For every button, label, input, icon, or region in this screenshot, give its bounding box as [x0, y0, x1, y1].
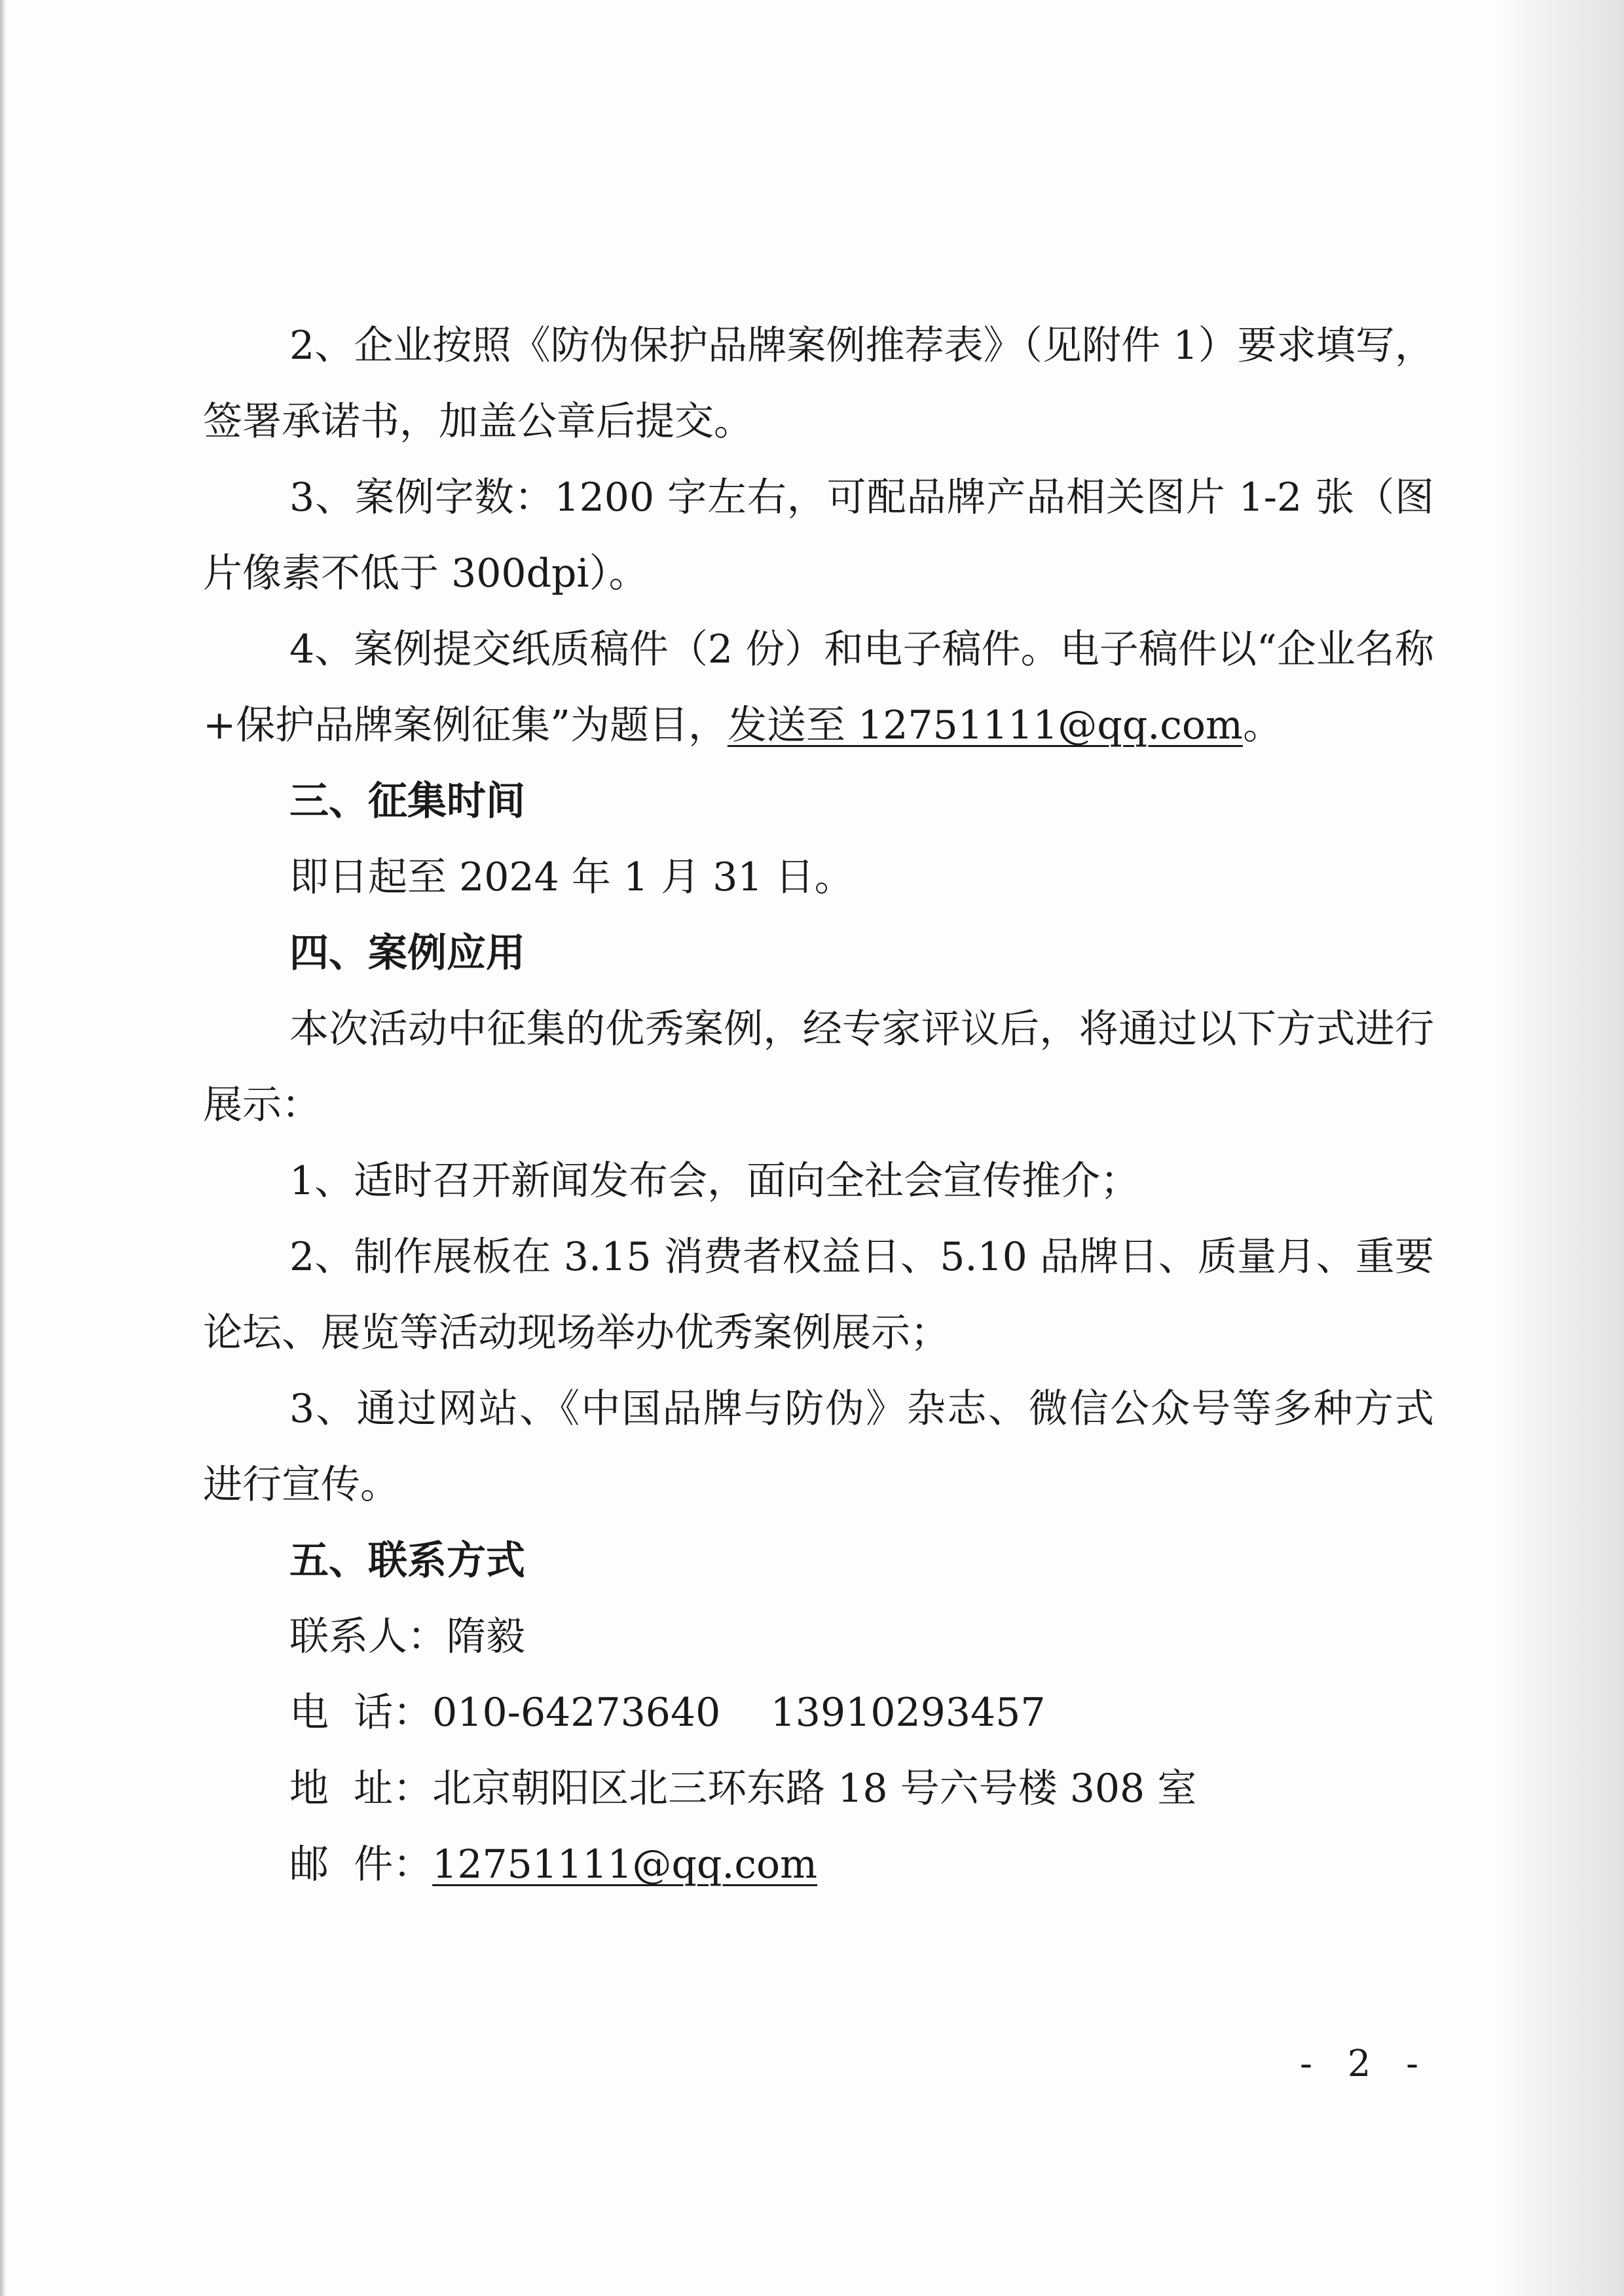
application-item-3: 3、通过网站、《中国品牌与防伪》杂志、微信公众号等多种方式进行宣传。	[203, 1386, 1434, 1508]
application-item-1: 1、适时召开新闻发布会，面向全社会宣传推介；	[289, 1158, 1140, 1204]
application-item-2: 2、制作展板在 3.15 消费者权益日、5.10 品牌日、质量月、重要论坛、展览等活动现场举办优秀案例展示；	[203, 1234, 1434, 1356]
contact-address: 地 址：北京朝阳区北三环东路 18 号六号楼 308 室	[289, 1766, 1197, 1812]
contact-phone: 电 话：010-64273640 13910293457	[289, 1690, 1046, 1736]
contact-email-link[interactable]: 12751111@qq.com	[432, 1842, 818, 1887]
contact-email-line	[203, 1827, 1434, 1903]
paragraph-item-4-end: 。	[1242, 702, 1282, 748]
paragraph-item-4-text: 4、案例提交纸质稿件（2 份）和电子稿件。电子稿件以“企业名称+保护品牌案例征集”为题目，	[203, 627, 1434, 748]
contact-person: 联系人：隋毅	[289, 1614, 525, 1660]
scan-edge-left	[0, 0, 7, 2296]
scan-edge-right	[1493, 0, 1624, 2296]
paragraph-item-3: 3、案例字数：1200 字左右，可配品牌产品相关图片 1-2 张（图片像素不低于 300dpi）。	[203, 475, 1434, 596]
document-body	[203, 308, 1434, 1903]
section-heading-collection-time: 三、征集时间	[289, 778, 525, 824]
contact-email-label: 邮 件：	[289, 1842, 433, 1887]
page-number: - 2 -	[1300, 2043, 1431, 2085]
paragraph-item-4	[203, 611, 1434, 763]
paragraph-item-2: 2、企业按照《防伪保护品牌案例推荐表》（见附件 1）要求填写，签署承诺书，加盖公章后提交。	[203, 323, 1434, 445]
section-heading-contact: 五、联系方式	[289, 1538, 525, 1584]
section-heading-case-application: 四、案例应用	[289, 930, 525, 976]
collection-time-text: 即日起至 2024 年 1 月 31 日。	[289, 854, 854, 900]
case-application-intro: 本次活动中征集的优秀案例，经专家评议后，将通过以下方式进行展示：	[203, 1006, 1434, 1128]
email-submission-link[interactable]: 发送至 12751111@qq.com	[727, 702, 1243, 748]
